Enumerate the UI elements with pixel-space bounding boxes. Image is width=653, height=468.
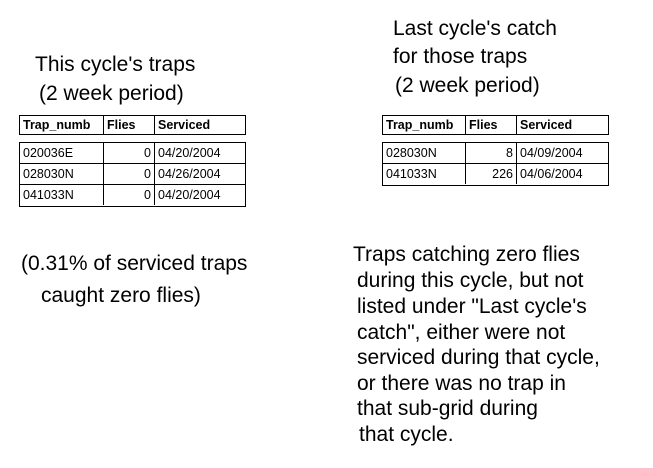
flies-cell: 0 [104,143,155,163]
serviced-date-cell: 04/06/2004 [520,167,583,181]
explanation-line-2: during this cycle, but not [357,269,584,292]
this-cycle-title-line2: (2 week period) [39,82,184,105]
trap-number-cell: 028030N [20,164,104,184]
column-header-serviced: Serviced [158,118,211,132]
column-header-flies: Flies [104,116,155,134]
column-header-flies: Flies [466,116,517,134]
table-header [382,115,609,135]
last-cycle-table [382,115,609,190]
last-cycle-title-line3: (2 week period) [395,74,540,97]
trap-number-cell: 028030N [383,143,466,163]
table-row [383,143,608,164]
flies-cell: 0 [104,164,155,184]
last-cycle-title-line2: for those traps [393,45,528,68]
zero-flies-percentage-note-line2: caught zero flies) [41,284,201,307]
explanation-line-4: catch", either were not [357,321,566,344]
column-header-trap: Trap_numb [383,116,466,134]
table-header [19,115,246,135]
this-cycle-table [19,115,246,210]
explanation-line-7: that sub-grid during [357,397,538,420]
flies-cell: 226 [466,164,517,184]
serviced-date-cell: 04/20/2004 [158,188,221,202]
explanation-line-3: listed under "Last cycle's [357,295,587,318]
serviced-date-cell: 04/09/2004 [520,146,583,160]
serviced-date-cell: 04/26/2004 [158,167,221,181]
explanation-line-5: serviced during that cycle, [357,346,600,369]
table-row [383,164,608,184]
column-header-serviced: Serviced [520,118,573,132]
table-row [20,143,245,164]
trap-number-cell: 041033N [383,164,466,184]
table-row [20,185,245,205]
explanation-line-8: that cycle. [359,423,454,446]
this-cycle-title-line1: This cycle's traps [35,53,196,76]
table-row [20,164,245,185]
last-cycle-title-line1: Last cycle's catch [393,17,557,40]
flies-cell: 8 [466,143,517,163]
explanation-line-1: Traps catching zero flies [353,243,580,266]
zero-flies-percentage-note-line1: (0.31% of serviced traps [21,252,248,275]
trap-number-cell: 041033N [20,185,104,205]
column-header-trap: Trap_numb [20,116,104,134]
table-body [19,142,246,207]
serviced-date-cell: 04/20/2004 [158,146,221,160]
explanation-line-6: or there was no trap in [357,372,566,395]
flies-cell: 0 [104,185,155,205]
table-body [382,142,609,186]
trap-number-cell: 020036E [20,143,104,163]
